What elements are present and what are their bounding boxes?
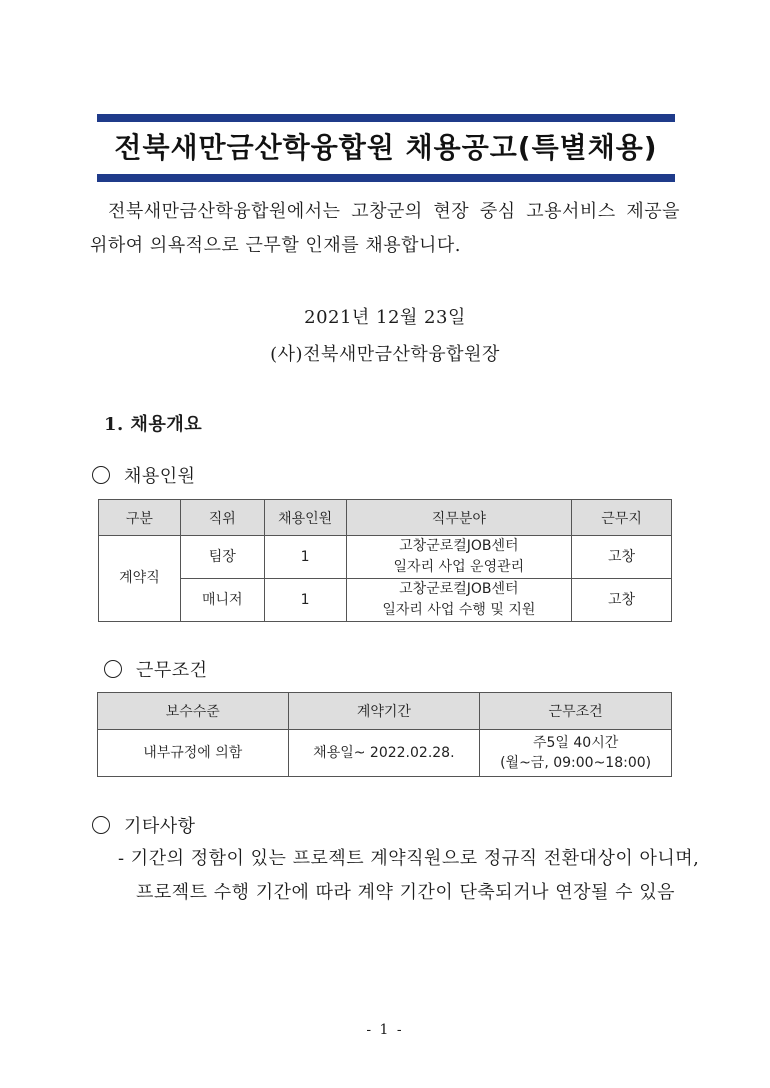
title-rule-bottom — [97, 174, 675, 182]
hours-line: (월~금, 09:00~18:00) — [500, 755, 652, 771]
circle-bullet-icon — [92, 466, 110, 484]
etc-note: - 기간의 정함이 있는 프로젝트 계약직원으로 정규직 전환대상이 아니며, 프로젝트 수행 기간에 따라 계약 기간이 단축되거나 연장될 수 있음 — [118, 848, 700, 903]
subheading-etc — [92, 812, 196, 838]
table-row — [98, 730, 672, 777]
header-cell: 계약기간 — [288, 693, 480, 730]
field-cell — [346, 579, 572, 622]
hours-cell — [480, 730, 672, 777]
field-line: 고창군로컬JOB센터 — [399, 538, 519, 554]
recruit-table-header — [99, 500, 672, 536]
header-cell: 근무조건 — [480, 693, 672, 730]
intro-paragraph: 전북새만금산학융합원에서는 고창군의 현장 중심 고용서비스 제공을 위하여 의욕적으로 근무할 인재를 채용합니다. — [90, 201, 680, 256]
issuer-name: (사)전북새만금산학융합원장 — [270, 344, 500, 365]
field-line: 일자리 사업 수행 및 지원 — [382, 602, 536, 618]
subheading-etc-label: 기타사항 — [124, 816, 196, 837]
header-cell: 직무분야 — [346, 500, 572, 536]
section-heading-overview: 1. 채용개요 — [104, 414, 203, 435]
header-cell: 보수수준 — [98, 693, 289, 730]
header-cell: 구분 — [99, 500, 181, 536]
recruit-table — [98, 499, 672, 622]
field-line: 고창군로컬JOB센터 — [399, 581, 519, 597]
group-cell: 계약직 — [99, 536, 181, 622]
field-cell — [346, 536, 572, 579]
position-cell: 매니저 — [180, 579, 264, 622]
count-cell: 1 — [264, 579, 346, 622]
location-cell: 고창 — [572, 579, 672, 622]
table-row — [99, 579, 672, 622]
conditions-table-header — [98, 693, 672, 730]
subheading-conditions — [104, 656, 208, 682]
circle-bullet-icon — [92, 816, 110, 834]
circle-bullet-icon — [104, 660, 122, 678]
subheading-recruit — [92, 462, 196, 488]
field-line: 일자리 사업 운영관리 — [393, 559, 525, 575]
header-cell: 직위 — [180, 500, 264, 536]
subheading-conditions-label: 근무조건 — [136, 660, 208, 681]
hours-line: 주5일 40시간 — [532, 735, 619, 751]
page-title: 전북새만금산학융합원 채용공고(특별채용) — [114, 131, 658, 164]
page-number: - 1 - — [366, 1022, 404, 1038]
notice-date: 2021년 12월 23일 — [304, 307, 466, 328]
pay-cell: 내부규정에 의함 — [98, 730, 289, 777]
count-cell: 1 — [264, 536, 346, 579]
period-cell: 채용일~ 2022.02.28. — [288, 730, 480, 777]
header-cell: 채용인원 — [264, 500, 346, 536]
title-rule-top — [97, 114, 675, 122]
location-cell: 고창 — [572, 536, 672, 579]
header-cell: 근무지 — [572, 500, 672, 536]
table-row — [99, 536, 672, 579]
subheading-recruit-label: 채용인원 — [124, 466, 196, 487]
position-cell: 팀장 — [180, 536, 264, 579]
conditions-table — [97, 692, 672, 777]
